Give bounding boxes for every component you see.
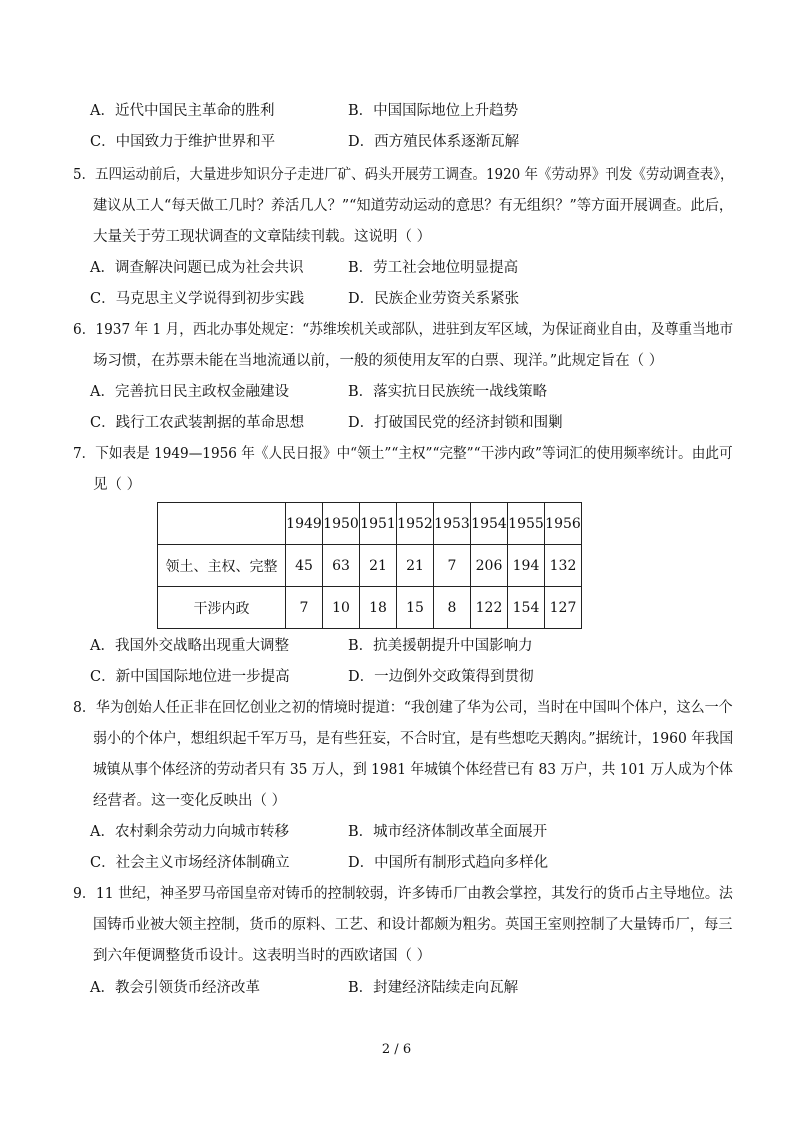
q7-option-d: D．一边倒外交政策得到贯彻 [348, 669, 534, 685]
q6-option-c: C．践行工农武装割据的革命思想 [90, 415, 305, 431]
table-cell: 10 [323, 587, 360, 629]
table-row-label: 领土、主权、完整 [158, 545, 286, 587]
q6-stem-line-2: 场习惯，在苏票未能在当地流通以前，一般的须使用友军的白票、现洋。”此规定旨在（ ） [93, 353, 664, 369]
q8-option-c: C．社会主义市场经济体制确立 [90, 855, 290, 871]
table-row [158, 545, 582, 587]
table-cell: 18 [360, 587, 397, 629]
table-cell: 132 [545, 545, 582, 587]
q4-option-d: D．西方殖民体系逐渐瓦解 [348, 134, 520, 150]
q9-stem-line-1: 9．11 世纪，神圣罗马帝国皇帝对铸币的控制较弱，许多铸币厂由教会掌控，其发行的货币占主导地位。法 [73, 886, 733, 902]
table-cell: 21 [360, 545, 397, 587]
q7-stem-line-2: 见（ ） [93, 477, 142, 493]
q8-stem-line-4: 经营者。这一变化反映出（ ） [93, 793, 287, 809]
table-cell: 7 [286, 587, 323, 629]
q7-option-c: C．新中国国际地位进一步提高 [90, 669, 290, 685]
table-year-cell: 1954 [471, 503, 508, 545]
q4-option-b: B．中国国际地位上升趋势 [348, 103, 519, 119]
table-corner-cell [158, 503, 286, 545]
q5-option-a: A．调查解决问题已成为社会共识 [90, 260, 304, 276]
q6-stem-line-1: 6．1937 年 1 月，西北办事处规定：“苏维埃机关或部队，进驻到友军区域，为保证商业自由，及尊重当地市 [73, 322, 734, 338]
table-cell: 15 [397, 587, 434, 629]
q8-option-d: D．中国所有制形式趋向多样化 [348, 855, 549, 871]
table-cell: 194 [508, 545, 545, 587]
table-cell: 21 [397, 545, 434, 587]
q7-option-a: A．我国外交战略出现重大调整 [90, 638, 289, 654]
table-year-cell: 1949 [286, 503, 323, 545]
q8-stem-line-1: 8．华为创始人任正非在回忆创业之初的情境时提道：“我创建了华为公司，当时在中国叫个体户，这么一个 [73, 700, 733, 716]
q5-stem-line-3: 大量关于劳工现状调查的文章陆续刊载。这说明（ ） [93, 229, 432, 245]
table-cell: 7 [434, 545, 471, 587]
table-cell: 122 [471, 587, 508, 629]
q8-stem-line-3: 城镇从事个体经济的劳动者只有 35 万人，到 1981 年城镇个体经营已有 83 万户，共 101 万人成为个体 [93, 762, 733, 778]
table-cell: 63 [323, 545, 360, 587]
table-row [158, 587, 582, 629]
table-year-cell: 1951 [360, 503, 397, 545]
table-year-cell: 1952 [397, 503, 434, 545]
q9-stem-line-3: 到六年便调整货币设计。这表明当时的西欧诸国（ ） [93, 948, 432, 964]
q7-stem-line-1: 7．下如表是 1949—1956 年《人民日报》中“领土”“主权”“完整”“干涉内政”等词汇的使用频率统计。由此可 [73, 446, 733, 462]
q9-option-a: A．教会引领货币经济改革 [90, 980, 260, 996]
q9-stem-line-2: 国铸币业被大领主控制，货币的原料、工艺、和设计都颇为粗劣。英国王室则控制了大量铸币厂，每三 [93, 917, 733, 933]
q5-option-c: C．马克思主义学说得到初步实践 [90, 291, 305, 307]
table-cell: 127 [545, 587, 582, 629]
table-year-cell: 1953 [434, 503, 471, 545]
q8-option-b: B．城市经济体制改革全面展开 [348, 824, 548, 840]
q4-option-c: C．中国致力于维护世界和平 [90, 134, 276, 150]
table-year-cell: 1950 [323, 503, 360, 545]
table-year-cell: 1956 [545, 503, 582, 545]
q6-option-b: B．落实抗日民族统一战线策略 [348, 384, 548, 400]
q5-option-d: D．民族企业劳资关系紧张 [348, 291, 520, 307]
q6-option-a: A．完善抗日民主政权金融建设 [90, 384, 289, 400]
table-header-row [158, 503, 582, 545]
q9-option-b: B．封建经济陆续走向瓦解 [348, 980, 519, 996]
table-cell: 8 [434, 587, 471, 629]
q6-option-d: D．打破国民党的经济封锁和围剿 [348, 415, 563, 431]
page-number: 2 / 6 [381, 1042, 412, 1057]
table-row-label: 干涉内政 [158, 587, 286, 629]
frequency-table [157, 502, 582, 629]
q8-stem-line-2: 弱小的个体户，想组织起千军万马，是有些狂妄，不合时宜，是有些想吃天鹅肉。”据统计，1960 年我国 [93, 731, 734, 747]
table-cell: 154 [508, 587, 545, 629]
table-cell: 206 [471, 545, 508, 587]
q7-option-b: B．抗美援朝提升中国影响力 [348, 638, 533, 654]
q5-stem-line-2: 建议从工人“每天做工几时？养活几人？”“知道劳动运动的意思？有无组织？”等方面开展调查。此后， [93, 198, 734, 214]
table-year-cell: 1955 [508, 503, 545, 545]
q5-stem-line-1: 5．五四运动前后，大量进步知识分子走进厂矿、码头开展劳工调查。1920 年《劳动界》刊发《劳动调查表》， [73, 167, 734, 183]
q8-option-a: A．农村剩余劳动力向城市转移 [90, 824, 289, 840]
table-cell: 45 [286, 545, 323, 587]
q4-option-a: A．近代中国民主革命的胜利 [90, 103, 275, 119]
q5-option-b: B．劳工社会地位明显提高 [348, 260, 519, 276]
